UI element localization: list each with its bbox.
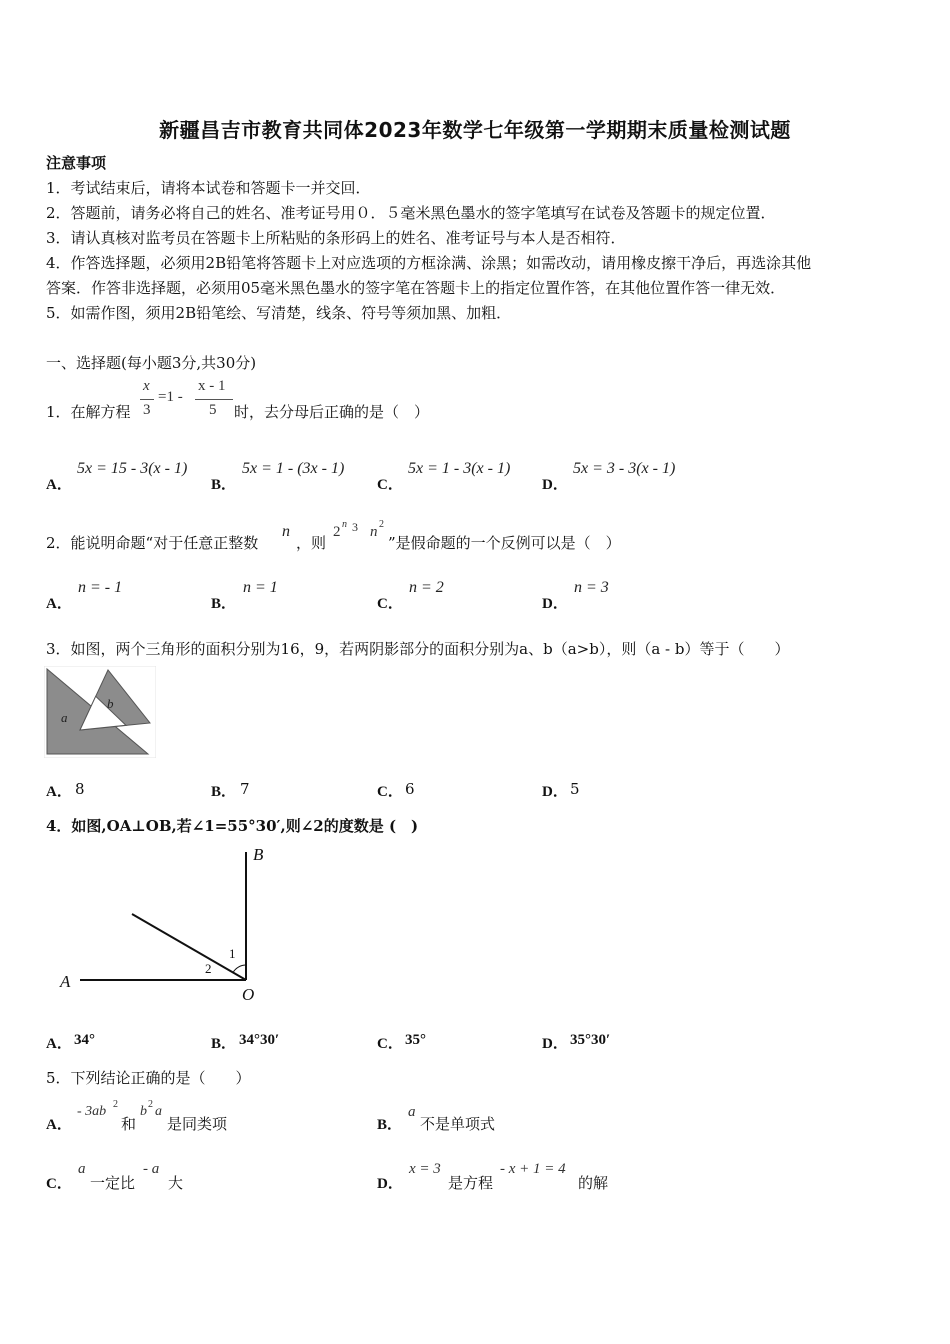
- q5-option-a-term2-sup: 2: [148, 1099, 153, 1110]
- q3-option-b-letter: B．: [211, 784, 237, 800]
- q2-stem-suffix: ”是假命题的一个反例可以是（ ）: [388, 534, 621, 552]
- q4-option-c-value: 35°: [405, 1032, 426, 1048]
- q4-option-c-letter: C．: [377, 1036, 403, 1052]
- q1-frac2-numerator: x - 1: [198, 378, 226, 394]
- q1-equals: =1 -: [158, 389, 183, 405]
- q3-label-b: b: [107, 696, 114, 711]
- q2-option-d-letter: D．: [542, 596, 568, 612]
- q3-option-a-value: 8: [75, 780, 85, 798]
- q5-option-d-letter: D．: [377, 1176, 403, 1192]
- q1-option-d-letter: D．: [542, 477, 568, 493]
- q5-option-c-letter: C．: [46, 1176, 72, 1192]
- q1-stem-prefix: 1．在解方程: [46, 403, 131, 421]
- q5-option-a-term2-tail: a: [155, 1104, 162, 1119]
- q5-option-c-term1: a: [78, 1161, 86, 1177]
- q5-option-c-term2: - a: [143, 1161, 160, 1177]
- q4-arc-angle-1: [233, 965, 246, 973]
- q2-var-n: n: [282, 523, 290, 540]
- q5-option-a-term1: - 3ab: [77, 1104, 107, 1119]
- q2-option-a-math: n = - 1: [78, 579, 123, 596]
- q3-option-d-letter: D．: [542, 784, 568, 800]
- q5-option-d-term2: - x + 1 = 4: [500, 1161, 566, 1177]
- q1-option-b-letter: B．: [211, 477, 237, 493]
- q1-stem-suffix: 时，去分母后正确的是（ ）: [234, 403, 430, 421]
- q2-stem-mid: ，则: [296, 534, 327, 552]
- q1-option-a-math: 5x = 15 - 3(x - 1): [77, 460, 188, 477]
- q3-option-b-value: 7: [240, 780, 250, 798]
- q4-option-a-value: 34°: [74, 1032, 95, 1048]
- q5-option-c-tail: 大: [168, 1174, 184, 1192]
- notice-item: 1．考试结束后，请将本试卷和答题卡一并交回．: [46, 179, 371, 197]
- q4-option-d-value: 35°30′: [570, 1032, 611, 1048]
- q5-option-b-letter: B．: [377, 1117, 403, 1133]
- q5-option-a-and: 和: [121, 1115, 137, 1133]
- q2-option-a-letter: A．: [46, 596, 72, 612]
- q4-label-o: O: [242, 985, 255, 1004]
- q2-option-b-letter: B．: [211, 596, 237, 612]
- q2-expr-sup-n: n: [342, 519, 347, 530]
- q4-angle-figure: [50, 840, 280, 1010]
- q3-option-c-letter: C．: [377, 784, 403, 800]
- q1-frac1-numerator: x: [143, 378, 150, 394]
- q5-option-a-letter: A．: [46, 1117, 72, 1133]
- q3-label-a: a: [61, 710, 68, 725]
- q5-option-b-term: a: [408, 1104, 416, 1120]
- q2-expr-n: n: [370, 524, 378, 540]
- q5-option-a-tail: 是同类项: [167, 1115, 228, 1133]
- notice-item: 答案．作答非选择题，必须用05毫米黑色墨水的签字笔在答题卡上的指定位置作答，在其他位置作答一律无效．: [46, 279, 786, 297]
- q5-option-c-mid: 一定比: [90, 1174, 136, 1192]
- q2-expr-sup-2: 2: [379, 519, 384, 530]
- q2-expr-three: 3: [352, 520, 358, 534]
- q3-option-a-letter: A．: [46, 784, 72, 800]
- page-title: 新疆昌吉市教育共同体2023年数学七年级第一学期期末质量检测试题: [159, 118, 791, 142]
- q4-option-b-letter: B．: [211, 1036, 237, 1052]
- q1-option-d-math: 5x = 3 - 3(x - 1): [573, 460, 676, 477]
- q1-option-b-math: 5x = 1 - (3x - 1): [242, 460, 345, 477]
- section-heading: 一、选择题(每小题3分,共30分): [46, 354, 257, 372]
- q5-option-a-term2: b: [140, 1104, 147, 1119]
- q1-frac1-denominator: 3: [143, 402, 151, 418]
- notice-heading: 注意事项: [46, 154, 107, 172]
- q3-option-c-value: 6: [405, 780, 415, 798]
- q4-option-d-letter: D．: [542, 1036, 568, 1052]
- q2-stem-prefix: 2．能说明命题“对于任意正整数: [46, 534, 259, 552]
- q3-stem: 3．如图，两个三角形的面积分别为16，9，若两阴影部分的面积分别为a、b（a>b），则（a - b）等于（ ）: [46, 640, 790, 658]
- q1-frac2-denominator: 5: [209, 402, 217, 418]
- q3-triangles-figure: [44, 666, 156, 758]
- q1-frac2-bar: [195, 399, 233, 400]
- q5-option-d-tail: 的解: [578, 1174, 609, 1192]
- q2-option-c-math: n = 2: [409, 579, 444, 596]
- q3-option-d-value: 5: [570, 780, 580, 798]
- q2-expr-base: 2: [333, 524, 341, 540]
- q4-stem: 4．如图,OA⊥OB,若∠1=55°30′,则∠2的度数是 ( ): [46, 817, 419, 835]
- notice-item: 4．作答选择题，必须用2B铅笔将答题卡上对应选项的方框涂满、涂黑；如需改动，请用橡皮擦干净后，再选涂其他: [46, 254, 812, 272]
- q4-option-a-letter: A．: [46, 1036, 72, 1052]
- q2-option-b-math: n = 1: [243, 579, 278, 596]
- notice-item: 3．请认真核对监考员在答题卡上所粘贴的条形码上的姓名、准考证号与本人是否相符．: [46, 229, 626, 247]
- q2-option-d-math: n = 3: [574, 579, 609, 596]
- q4-label-b: B: [253, 845, 264, 864]
- q5-stem: 5．下列结论正确的是（ ）: [46, 1069, 251, 1087]
- q5-option-d-mid: 是方程: [448, 1174, 494, 1192]
- q1-frac1-bar: [140, 399, 154, 400]
- q4-label-a: A: [60, 972, 71, 991]
- notice-item: 5．如需作图，须用2B铅笔绘、写清楚，线条、符号等须加黑、加粗．: [46, 304, 512, 322]
- q4-option-b-value: 34°30′: [239, 1032, 280, 1048]
- q1-option-c-letter: C．: [377, 477, 403, 493]
- q1-option-c-math: 5x = 1 - 3(x - 1): [408, 460, 511, 477]
- notice-item: 2．答题前，请务必将自己的姓名、准考证号用０．５毫米黑色墨水的签字笔填写在试卷及答题卡的规定位置．: [46, 204, 776, 222]
- q1-option-a-letter: A．: [46, 477, 72, 493]
- q5-option-a-term1-sup: 2: [113, 1099, 118, 1110]
- q2-option-c-letter: C．: [377, 596, 403, 612]
- q4-label-2: 2: [205, 961, 212, 976]
- q5-option-b-tail: 不是单项式: [420, 1115, 496, 1133]
- q5-option-d-term1: x = 3: [409, 1161, 441, 1177]
- q4-label-1: 1: [229, 946, 236, 961]
